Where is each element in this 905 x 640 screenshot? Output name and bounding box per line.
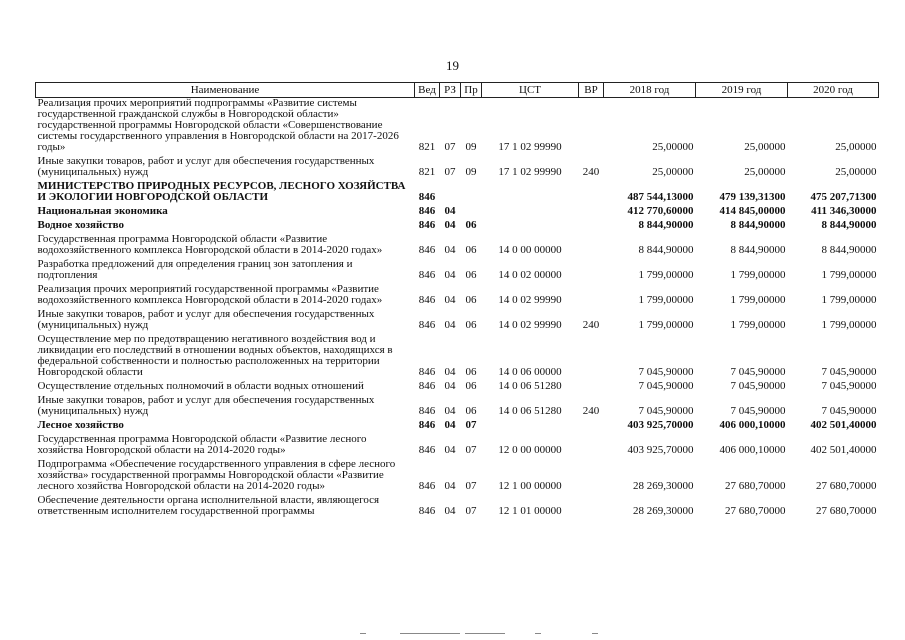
row-2019-cell: 27 680,70000	[725, 505, 786, 517]
row-rz-cell: 04	[444, 419, 456, 431]
row-rz-cell	[440, 181, 461, 206]
table-row	[36, 220, 879, 234]
row-rz-cell: 04	[444, 405, 456, 417]
row-cst-cell	[482, 181, 579, 206]
row-cst-cell: 14 0 06 51280	[498, 380, 562, 392]
row-2018-cell: 403 925,70000	[627, 419, 694, 431]
row-name-cell: Лесное хозяйство	[37, 419, 124, 431]
row-vr-cell	[579, 181, 604, 206]
row-cst-cell: 14 0 02 00000	[498, 269, 562, 281]
row-2019-cell: 7 045,90000	[730, 366, 786, 378]
row-name-cell: Осуществление отдельных полномочий в области водных отношений	[37, 380, 364, 392]
row-pr-cell	[461, 206, 482, 220]
row-2019-cell: 7 045,90000	[730, 380, 786, 392]
row-2018-cell: 8 844,90000	[638, 244, 694, 256]
row-2020-cell: 402 501,40000	[810, 444, 877, 456]
row-2018-cell: 8 844,90000	[638, 219, 694, 231]
row-pr-cell: 06	[465, 269, 477, 281]
row-vr-cell	[579, 381, 604, 395]
row-name-cell: Иные закупки товаров, работ и услуг для обеспечения государственных (муниципальных) нужд	[37, 394, 375, 417]
row-2020-cell: 27 680,70000	[816, 505, 877, 517]
row-pr-cell: 09	[465, 141, 477, 153]
row-ved-cell: 846	[418, 380, 436, 392]
table-row	[36, 206, 879, 220]
table-row	[36, 309, 879, 334]
table-body	[36, 98, 879, 521]
row-name-cell: Иные закупки товаров, работ и услуг для обеспечения государственных (муниципальных) нужд	[37, 155, 375, 178]
table-row	[36, 420, 879, 434]
table-row	[36, 234, 879, 259]
row-ved-cell: 821	[418, 166, 436, 178]
row-2019-cell: 406 000,10000	[719, 444, 786, 456]
row-cst-cell: 14 0 06 00000	[498, 366, 562, 378]
row-cst-cell: 12 0 00 00000	[498, 444, 562, 456]
row-name-cell: Осуществление мер по предотвращению негативного воздействия вод и ликвидации его последствий в отношении водных объектов, находящихся в федеральной собственности и полностью расположенных на территории Новгородской области	[37, 333, 393, 378]
row-pr-cell: 06	[465, 244, 477, 256]
row-pr-cell: 07	[465, 444, 477, 456]
row-2018-cell: 25,00000	[652, 166, 694, 178]
row-rz-cell: 04	[444, 269, 456, 281]
row-2020-cell: 475 207,71300	[810, 191, 877, 203]
row-vr-cell	[579, 334, 604, 381]
table-row	[36, 395, 879, 420]
row-ved-cell: 846	[418, 505, 436, 517]
row-ved-cell: 846	[418, 269, 436, 281]
row-vr-cell	[579, 234, 604, 259]
row-2019-cell: 1 799,00000	[730, 319, 786, 331]
scan-artifact-marks	[360, 633, 660, 635]
row-ved-cell: 846	[418, 205, 436, 217]
row-ved-cell: 846	[418, 419, 436, 431]
row-vr-cell	[579, 420, 604, 434]
row-vr-cell: 240	[582, 166, 600, 178]
row-2018-cell: 403 925,70000	[627, 444, 694, 456]
col-header-ved: Вед	[415, 83, 440, 98]
row-ved-cell: 846	[418, 366, 436, 378]
row-2020-cell: 1 799,00000	[821, 294, 877, 306]
row-2020-cell: 7 045,90000	[821, 366, 877, 378]
row-cst-cell	[482, 220, 579, 234]
row-ved-cell: 846	[418, 191, 436, 203]
row-name-cell: Национальная экономика	[37, 205, 168, 217]
row-2020-cell: 402 501,40000	[810, 419, 877, 431]
row-cst-cell	[482, 206, 579, 220]
row-vr-cell	[579, 495, 604, 520]
row-2018-cell: 25,00000	[652, 141, 694, 153]
row-ved-cell: 846	[418, 294, 436, 306]
row-vr-cell	[579, 459, 604, 495]
row-pr-cell: 06	[465, 405, 477, 417]
row-name-cell: Государственная программа Новгородской области «Развитие водохозяйственного комплекса Новгородской области в 2014-2020 годах»	[37, 233, 383, 256]
row-rz-cell: 04	[444, 319, 456, 331]
row-2019-cell: 1 799,00000	[730, 294, 786, 306]
row-pr-cell: 06	[465, 294, 477, 306]
row-ved-cell: 821	[418, 141, 436, 153]
row-2018-cell: 7 045,90000	[638, 366, 694, 378]
col-header-cst: ЦСТ	[482, 83, 579, 98]
row-2018-cell: 28 269,30000	[633, 480, 694, 492]
row-pr-cell: 06	[465, 319, 477, 331]
row-2018-cell: 412 770,60000	[627, 205, 694, 217]
row-2018-cell: 487 544,13000	[627, 191, 694, 203]
table-row	[36, 381, 879, 395]
row-2020-cell: 25,00000	[835, 141, 877, 153]
row-2019-cell: 8 844,90000	[730, 244, 786, 256]
table-header-row	[36, 83, 879, 98]
row-2019-cell: 25,00000	[744, 141, 786, 153]
row-2020-cell: 7 045,90000	[821, 380, 877, 392]
table-row	[36, 181, 879, 206]
col-header-pr: Пр	[461, 83, 482, 98]
row-vr-cell	[579, 434, 604, 459]
row-2020-cell: 8 844,90000	[821, 219, 877, 231]
row-cst-cell: 14 0 00 00000	[498, 244, 562, 256]
row-cst-cell: 14 0 06 51280	[498, 405, 562, 417]
row-2019-cell: 25,00000	[744, 166, 786, 178]
table-row	[36, 156, 879, 181]
table-row	[36, 434, 879, 459]
row-2019-cell: 414 845,00000	[719, 205, 786, 217]
table-row	[36, 284, 879, 309]
row-2019-cell: 7 045,90000	[730, 405, 786, 417]
row-2019-cell: 479 139,31300	[719, 191, 786, 203]
row-2018-cell: 1 799,00000	[638, 294, 694, 306]
row-name-cell: Реализация прочих мероприятий подпрограммы «Развитие системы государственной гражданской службы в Новгородской области» государственной программы Новгородской области «Совершенствование системы государственного управления в Новгородской области на 2017-2026 годы»	[37, 97, 399, 153]
row-name-cell: Подпрограмма «Обеспечение государственного управления в сфере лесного хозяйства» государственной программы Новгородской области «Развитие лесного хозяйства Новгородской области на 2014-2020 годы»	[37, 458, 396, 492]
row-name-cell: Государственная программа Новгородской области «Развитие лесного хозяйства Новгородской области на 2014-2020 годы»	[37, 433, 367, 456]
row-2020-cell: 25,00000	[835, 166, 877, 178]
row-2019-cell: 27 680,70000	[725, 480, 786, 492]
row-2020-cell: 411 346,30000	[811, 205, 877, 217]
row-rz-cell: 04	[444, 505, 456, 517]
row-2020-cell: 27 680,70000	[816, 480, 877, 492]
row-ved-cell: 846	[418, 405, 436, 417]
row-rz-cell: 04	[444, 219, 456, 231]
page-number: 19	[446, 58, 459, 73]
row-cst-cell: 14 0 02 99990	[498, 319, 562, 331]
row-2020-cell: 7 045,90000	[821, 405, 877, 417]
row-2018-cell: 1 799,00000	[638, 269, 694, 281]
row-pr-cell: 06	[465, 219, 477, 231]
row-rz-cell: 04	[444, 244, 456, 256]
row-2020-cell: 8 844,90000	[821, 244, 877, 256]
row-cst-cell: 12 1 01 00000	[498, 505, 562, 517]
row-cst-cell: 17 1 02 99990	[498, 166, 562, 178]
row-pr-cell: 06	[465, 366, 477, 378]
row-rz-cell: 07	[444, 166, 456, 178]
row-pr-cell: 07	[465, 419, 477, 431]
row-vr-cell	[579, 284, 604, 309]
row-pr-cell: 09	[465, 166, 477, 178]
row-2019-cell: 8 844,90000	[730, 219, 786, 231]
row-name-cell: Водное хозяйство	[37, 219, 124, 231]
col-header-2020: 2020 год	[788, 83, 879, 98]
row-pr-cell: 06	[465, 380, 477, 392]
row-2019-cell: 1 799,00000	[730, 269, 786, 281]
row-rz-cell: 04	[444, 444, 456, 456]
col-header-2019: 2019 год	[696, 83, 788, 98]
row-vr-cell	[579, 220, 604, 234]
row-2018-cell: 7 045,90000	[638, 380, 694, 392]
row-name-cell: Реализация прочих мероприятий государственной программы «Развитие водохозяйственного комплекса Новгородской области в 2014-2020 годах»	[37, 283, 383, 306]
row-cst-cell	[482, 420, 579, 434]
col-header-2018: 2018 год	[604, 83, 696, 98]
col-header-name: Наименование	[36, 83, 415, 98]
row-vr-cell	[579, 98, 604, 157]
row-vr-cell	[579, 259, 604, 284]
row-cst-cell: 14 0 02 99990	[498, 294, 562, 306]
row-2018-cell: 7 045,90000	[638, 405, 694, 417]
row-ved-cell: 846	[418, 219, 436, 231]
row-ved-cell: 846	[418, 319, 436, 331]
row-vr-cell: 240	[582, 319, 600, 331]
row-pr-cell: 07	[465, 480, 477, 492]
row-2020-cell: 1 799,00000	[821, 269, 877, 281]
row-pr-cell	[461, 181, 482, 206]
row-name-cell: МИНИСТЕРСТВО ПРИРОДНЫХ РЕСУРСОВ, ЛЕСНОГО ХОЗЯЙСТВА И ЭКОЛОГИИ НОВГОРОДСКОЙ ОБЛАСТИ	[37, 180, 406, 203]
table-row	[36, 259, 879, 284]
row-cst-cell: 17 1 02 99990	[498, 141, 562, 153]
row-rz-cell: 04	[444, 480, 456, 492]
row-rz-cell: 04	[444, 294, 456, 306]
row-pr-cell: 07	[465, 505, 477, 517]
row-2020-cell: 1 799,00000	[821, 319, 877, 331]
budget-table	[35, 82, 879, 520]
col-header-rz: РЗ	[440, 83, 461, 98]
row-ved-cell: 846	[418, 444, 436, 456]
row-vr-cell: 240	[582, 405, 600, 417]
row-name-cell: Обеспечение деятельности органа исполнительной власти, являющегося ответственным исполнителем государственной программы	[37, 494, 380, 517]
row-name-cell: Разработка предложений для определения границ зон затопления и подтопления	[37, 258, 353, 281]
row-name-cell: Иные закупки товаров, работ и услуг для обеспечения государственных (муниципальных) нужд	[37, 308, 375, 331]
row-rz-cell: 04	[444, 366, 456, 378]
row-ved-cell: 846	[418, 244, 436, 256]
row-rz-cell: 07	[444, 141, 456, 153]
row-vr-cell	[579, 206, 604, 220]
col-header-vr: ВР	[579, 83, 604, 98]
row-2019-cell: 406 000,10000	[719, 419, 786, 431]
table-row	[36, 98, 879, 157]
row-rz-cell: 04	[444, 380, 456, 392]
row-rz-cell: 04	[444, 205, 456, 217]
row-2018-cell: 1 799,00000	[638, 319, 694, 331]
table-row	[36, 459, 879, 495]
row-2018-cell: 28 269,30000	[633, 505, 694, 517]
table-row	[36, 495, 879, 520]
row-ved-cell: 846	[418, 480, 436, 492]
row-cst-cell: 12 1 00 00000	[498, 480, 562, 492]
table-row	[36, 334, 879, 381]
